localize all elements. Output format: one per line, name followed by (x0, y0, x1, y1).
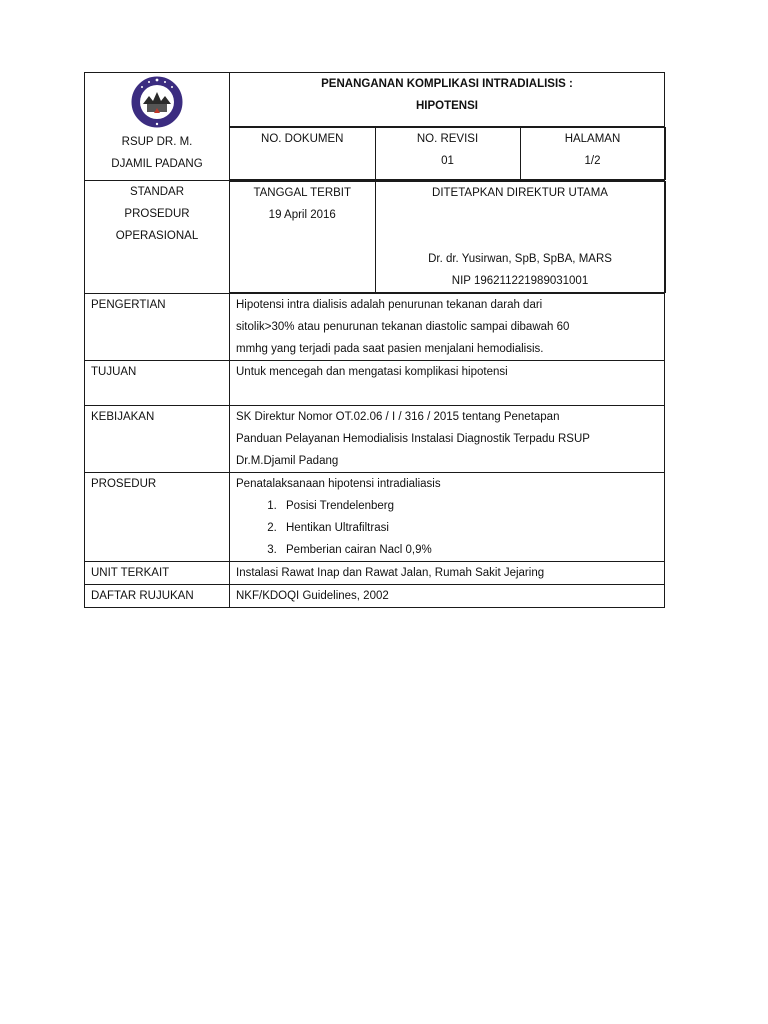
hospital-identity-cell (85, 73, 230, 181)
pengertian-line: mmhg yang terjadi pada saat pasien menjalani hemodialisis. (236, 343, 544, 355)
prosedur-text (230, 473, 665, 562)
document-meta-cell (230, 127, 665, 181)
document-title-line2: HIPOTENSI (416, 100, 478, 112)
pengertian-label: PENGERTIAN (85, 294, 230, 361)
sop-label-line3: OPERASIONAL (115, 230, 199, 242)
kebijakan-line: SK Direktur Nomor OT.02.06 / I / 316 / 2015 tentang Penetapan (236, 411, 560, 423)
halaman-value: 1/2 (584, 155, 601, 167)
prosedur-steps (236, 495, 664, 561)
document-title-cell (230, 73, 665, 127)
signature-space (376, 204, 665, 248)
daftar-rujukan-label: DAFTAR RUJUKAN (85, 585, 230, 608)
hospital-seal-icon (129, 74, 185, 130)
prosedur-intro: Penatalaksanaan hipotensi intradialiasis (236, 478, 441, 490)
prosedur-step: 3. Pemberian cairan Nacl 0,9% (280, 539, 664, 561)
kebijakan-label: KEBIJAKAN (85, 406, 230, 473)
ditetapkan-cell (375, 182, 665, 293)
document-title-line1: PENANGANAN KOMPLIKASI INTRADIALISIS : (321, 78, 573, 90)
hospital-name-line1: RSUP DR. M. (121, 136, 193, 148)
kebijakan-line: Panduan Pelayanan Hemodialisis Instalasi Diagnostik Terpadu RSUP (236, 433, 590, 445)
pengertian-line: sitolik>30% atau penurunan tekanan diastolic sampai dibawah 60 (236, 321, 570, 333)
hospital-logo (85, 75, 229, 129)
pengertian-line: Hipotensi intra dialisis adalah penurunan tekanan darah dari (236, 299, 543, 311)
daftar-rujukan-text: NKF/KDOQI Guidelines, 2002 (230, 585, 665, 608)
sop-label-line1: STANDAR (129, 186, 185, 198)
prosedur-label: PROSEDUR (85, 473, 230, 562)
sop-document (84, 72, 664, 608)
sop-label-cell (85, 181, 230, 294)
no-revisi-label: NO. REVISI (416, 133, 479, 145)
prosedur-step: 2. Hentikan Ultrafiltrasi (280, 517, 664, 539)
unit-terkait-label: UNIT TERKAIT (85, 562, 230, 585)
kebijakan-text (230, 406, 665, 473)
sop-meta-table (230, 181, 666, 293)
tujuan-text: Untuk mencegah dan mengatasi komplikasi hipotensi (230, 361, 665, 406)
no-dokumen-label: NO. DOKUMEN (261, 133, 344, 145)
no-dokumen-cell (230, 128, 375, 180)
signer-nip: NIP 196211221989031001 (451, 275, 589, 287)
unit-terkait-text: Instalasi Rawat Inap dan Rawat Jalan, Rumah Sakit Jejaring (230, 562, 665, 585)
prosedur-step: 1. Posisi Trendelenberg (280, 495, 664, 517)
document-meta-table (230, 127, 666, 180)
hospital-name-line2: DJAMIL PADANG (111, 158, 203, 170)
sop-meta-cell (230, 181, 665, 294)
halaman-cell (520, 128, 665, 180)
no-revisi-cell (375, 128, 520, 180)
pengertian-text (230, 294, 665, 361)
ditetapkan-label: DITETAPKAN DIREKTUR UTAMA (432, 187, 608, 199)
kebijakan-line: Dr.M.Djamil Padang (236, 455, 339, 467)
halaman-label: HALAMAN (564, 133, 621, 145)
tanggal-terbit-cell (230, 182, 375, 293)
tanggal-terbit-label: TANGGAL TERBIT (253, 187, 352, 199)
sop-table (84, 72, 665, 608)
signer-name: Dr. dr. Yusirwan, SpB, SpBA, MARS (428, 253, 612, 265)
tujuan-label: TUJUAN (85, 361, 230, 406)
no-revisi-value: 01 (441, 155, 454, 167)
tanggal-terbit-value: 19 April 2016 (268, 209, 336, 221)
sop-label-line2: PROSEDUR (124, 208, 190, 220)
